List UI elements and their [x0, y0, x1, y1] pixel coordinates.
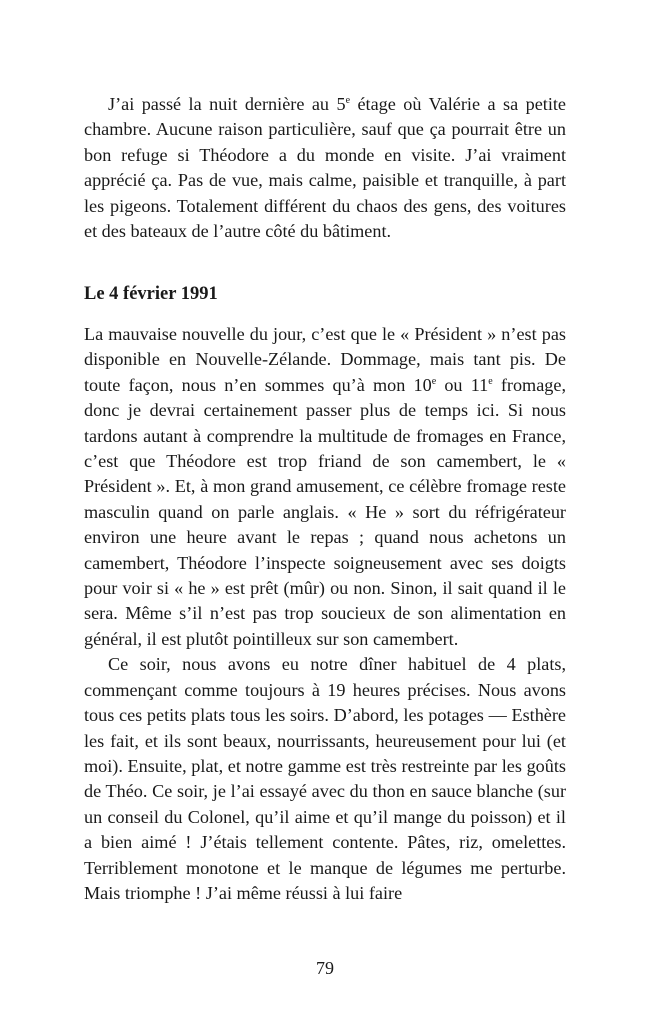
body-text-main	[84, 322, 566, 906]
paragraph-president-camembert	[84, 322, 566, 652]
paragraph-dinner: Ce soir, nous avons eu notre dîner habituel de 4 plats, commençant comme toujours à 19 heures précises. Nous avons tous ces petits plats tous les soirs. D’abord, les potages — Esthère les fait, et ils sont beaux, nourrissants, heureusement pour lui (et moi). Ensuite, plat, et notre gamme est très restreinte par les goûts de Théo. Ce soir, je l’ai essayé avec du thon en sauce blanche (sur un conseil du Colonel, qu’il aime et qu’il mange du poisson) et il a bien aimé ! J’étais tellement contente. Pâtes, riz, omelettes. Terriblement monotone et le manque de légumes me perturbe. Mais triomphe ! J’ai même réussi à lui faire	[84, 654, 566, 903]
superscript: e	[345, 95, 351, 106]
text-run: La mauvaise nouvelle du jour, c’est que le « Président » n’est pas disponible en Nouvelle-Zélande. Dommage, mais tant pis. De toute façon, nous n’en sommes qu’à mon 10	[84, 324, 566, 395]
superscript: e	[488, 375, 493, 387]
date-heading: Le 4 février 1991	[84, 284, 218, 304]
text-run: J’ai passé la nuit dernière au 5	[108, 94, 346, 114]
text-run: ou 11	[436, 374, 489, 395]
superscript: e	[431, 375, 437, 387]
text-run: fromage, donc je devrai certainement passer plus de temps ici. Si nous tardons autant à comprendre la multitude de fromages en France, c’est que Théodore est trop friand de son camembert, le « Président ». Et, à mon grand amusement, ce célèbre fromage reste masculin quand on parle anglais. « He » sort du réfrigérateur environ une heure avant le repas ; quand nous achetons un camembert, Théodore l’inspecte soigneusement avec ses doigts pour voir si « he » est prêt (mûr) ou non. Sinon, il sait quand il le sera. Même s’il n’est pas trop soucieux de son alimentation en général, il est plutôt pointilleux sur son camembert.	[84, 374, 566, 649]
paragraph-night-fifth-floor	[84, 92, 566, 244]
body-text-top	[84, 92, 566, 244]
text-run: étage où Valérie a sa petite chambre. Aucune raison particulière, sauf que ça pourrait être un bon refuge si Théodore a du monde en visite. J’ai vraiment apprécié ça. Pas de vue, mais calme, paisible et tranquille, à part les pigeons. Totalement différent du chaos des gens, des voitures et des bateaux de l’autre côté du bâtiment.	[84, 94, 567, 242]
page-number: 79	[316, 958, 334, 978]
